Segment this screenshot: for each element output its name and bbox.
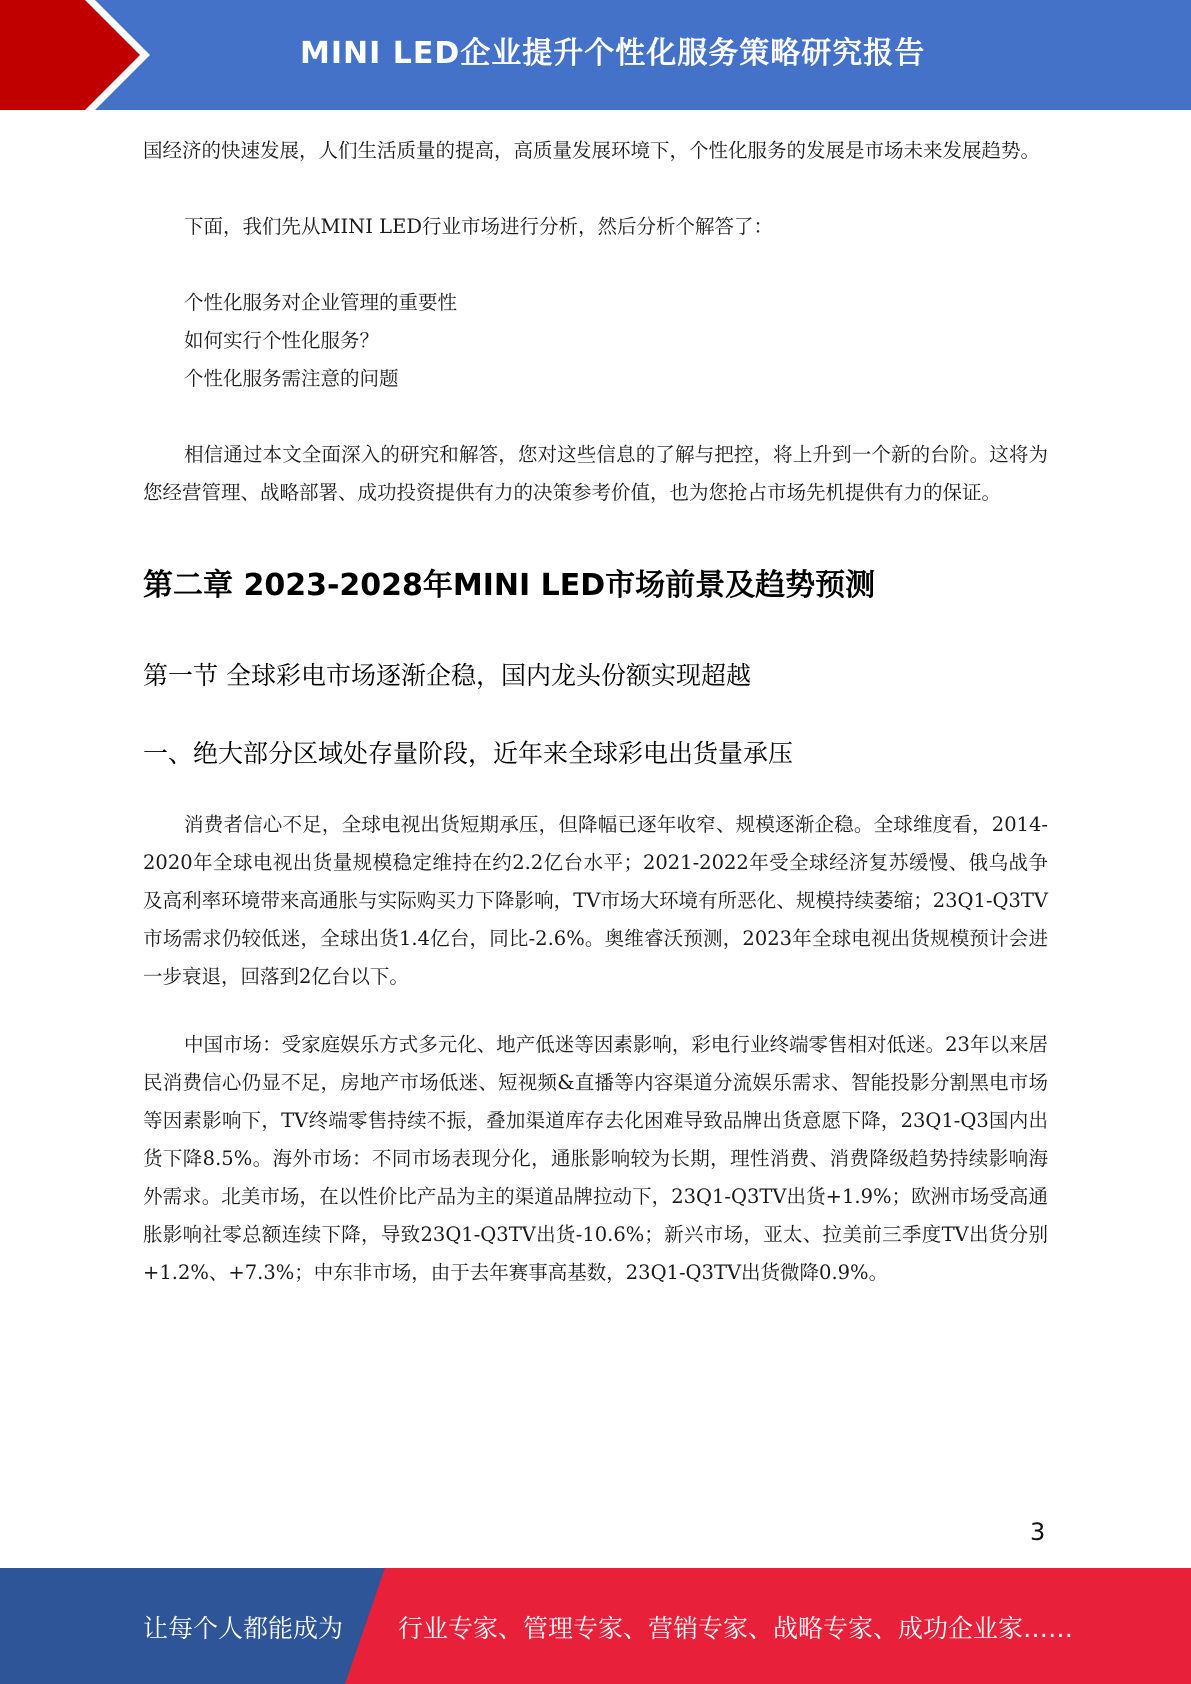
page-header	[0, 0, 1191, 110]
intro-paragraph-1: 国经济的快速发展，人们生活质量的提高，高质量发展环境下，个性化服务的发展是市场未来发展趋势。	[143, 139, 1041, 162]
footer-slogan-right: 行业专家、管理专家、营销专家、战略专家、成功企业家……	[398, 1614, 1074, 1643]
intro-paragraph-2: 下面，我们先从MINI LED行业市场进行分析，然后分析个解答了：	[184, 215, 773, 238]
question-list	[143, 284, 1048, 398]
section-heading: 第一节 全球彩电市场逐渐企稳，国内龙头份额实现超越	[143, 661, 751, 690]
page-footer	[0, 1568, 1191, 1684]
page-content	[143, 132, 1048, 1292]
body-paragraph-2: 中国市场：受家庭娱乐方式多元化、地产低迷等因素影响，彩电行业终端零售相对低迷。23年以来居民消费信心仍显不足，房地产市场低迷、短视频&直播等内容渠道分流娱乐需求、智能投影分割黑电市场等因素影响下，TV终端零售持续不振，叠加渠道库存去化困难导致品牌出货意愿下降，23Q1-Q3国内出货下降8.5%。海外市场：不同市场表现分化，通胀影响较为长期，理性消费、消费降级趋势持续影响海外需求。北美市场，在以性价比产品为主的渠道品牌拉动下，23Q1-Q3TV出货+1.9%；欧洲市场受高通胀影响社零总额连续下降，导致23Q1-Q3TV出货-10.6%；新兴市场，亚太、拉美前三季度TV出货分别+1.2%、+7.3%；中东非市场，由于去年赛事高基数，23Q1-Q3TV出货微降0.9%。	[143, 1033, 1048, 1284]
intro-paragraph-3: 相信通过本文全面深入的研究和解答，您对这些信息的了解与把控，将上升到一个新的台阶。这将为您经营管理、战略部署、成功投资提供有力的决策参考价值，也为您抢占市场先机提供有力的保证。	[143, 443, 1048, 504]
list-item: 个性化服务需注意的问题	[184, 367, 399, 390]
subsection-heading: 一、绝大部分区域处存量阶段，近年来全球彩电出货量承压	[143, 739, 794, 768]
page-number: 3	[1030, 1518, 1046, 1546]
body-paragraph-1: 消费者信心不足，全球电视出货短期承压，但降幅已逐年收窄、规模逐渐企稳。全球维度看，2014-2020年全球电视出货量规模稳定维持在约2.2亿台水平；2021-2022年受全球经济复苏缓慢、俄乌战争及高利率环境带来高通胀与实际购买力下降影响，TV市场大环境有所恶化、规模持续萎缩；23Q1-Q3TV市场需求仍较低迷，全球出货1.4亿台，同比-2.6%。奥维睿沃预测，2023年全球电视出货规模预计会进一步衰退，回落到2亿台以下。	[143, 813, 1048, 988]
list-item: 个性化服务对企业管理的重要性	[184, 291, 458, 314]
chapter-heading: 第二章 2023-2028年MINI LED市场前景及趋势预测	[143, 568, 876, 603]
report-title: MINI LED企业提升个性化服务策略研究报告	[300, 36, 926, 71]
list-item: 如何实行个性化服务？	[184, 329, 380, 352]
footer-slogan-left: 让每个人都能成为	[143, 1614, 344, 1643]
